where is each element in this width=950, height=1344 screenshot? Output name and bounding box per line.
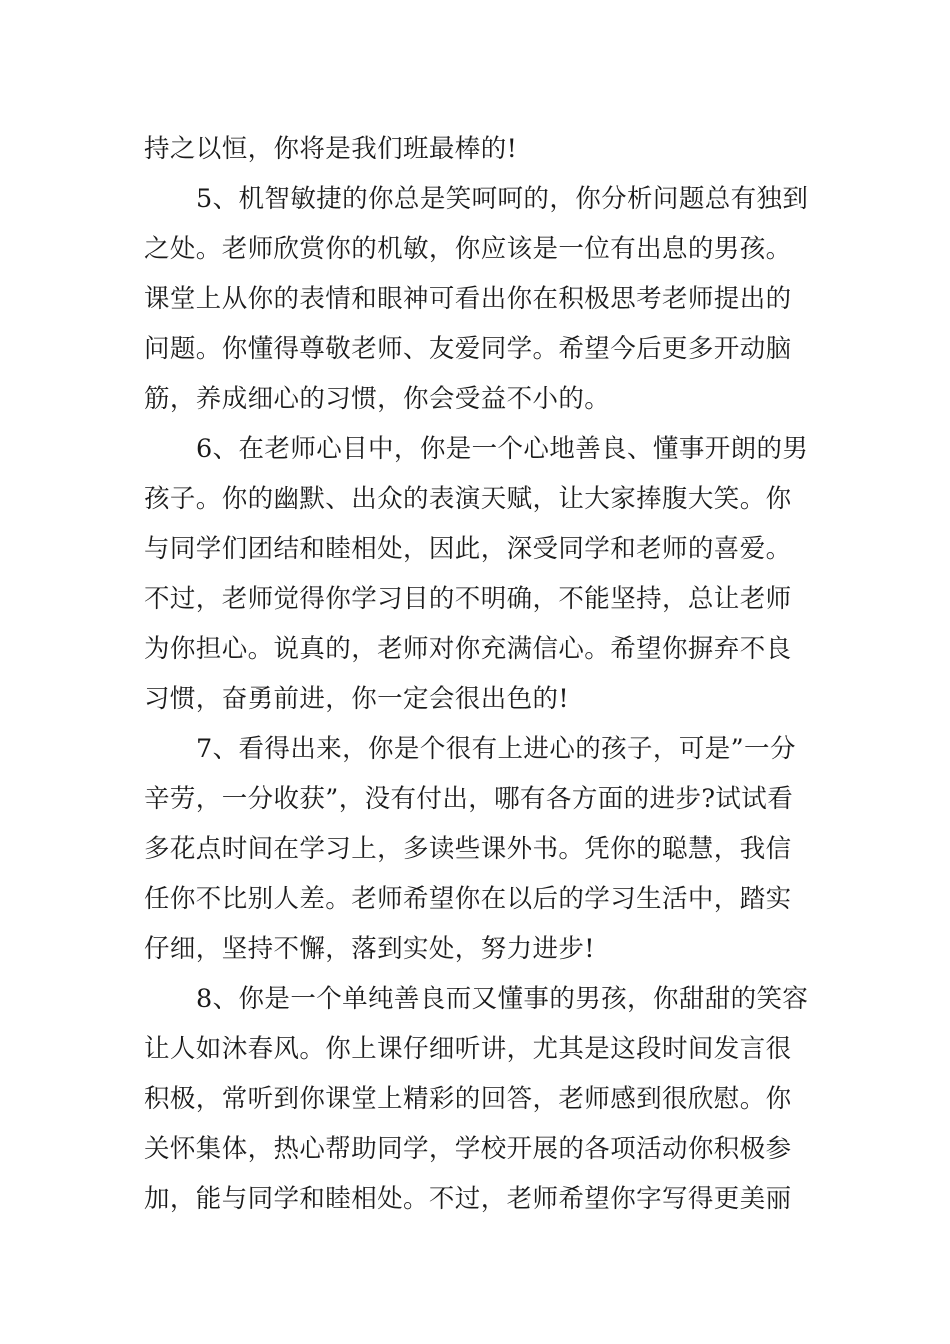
text-line: 关怀集体，热心帮助同学，学校开展的各项活动你积极参 bbox=[144, 1134, 792, 1164]
text-line: 辛劳，一分收获”，没有付出，哪有各方面的进步?试试看 bbox=[144, 784, 794, 814]
text-line: 仔细，坚持不懈，落到实处，努力进步! bbox=[144, 934, 595, 964]
paragraph-8-start: 8、你是一个单纯善良而又懂事的男孩，你甜甜的笑容 bbox=[196, 984, 809, 1014]
text-line: 之处。老师欣赏你的机敏，你应该是一位有出息的男孩。 bbox=[144, 234, 792, 264]
paragraph-5-start: 5、机智敏捷的你总是笑呵呵的，你分析问题总有独到 bbox=[196, 184, 809, 214]
text-line: 持之以恒，你将是我们班最棒的! bbox=[144, 134, 518, 164]
paragraph-6-start: 6、在老师心目中，你是一个心地善良、懂事开朗的男 bbox=[196, 434, 809, 464]
text-line: 课堂上从你的表情和眼神可看出你在积极思考老师提出的 bbox=[144, 284, 792, 314]
text-line: 与同学们团结和睦相处，因此，深受同学和老师的喜爱。 bbox=[144, 534, 792, 564]
text-line: 多花点时间在学习上，多读些课外书。凭你的聪慧，我信 bbox=[144, 834, 792, 864]
text-line: 让人如沐春风。你上课仔细听讲，尤其是这段时间发言很 bbox=[144, 1034, 792, 1064]
text-line: 问题。你懂得尊敬老师、友爱同学。希望今后更多开动脑 bbox=[144, 334, 792, 364]
text-line: 不过，老师觉得你学习目的不明确，不能坚持，总让老师 bbox=[144, 584, 792, 614]
text-line: 为你担心。说真的，老师对你充满信心。希望你摒弃不良 bbox=[144, 634, 792, 664]
text-line: 习惯，奋勇前进，你一定会很出色的! bbox=[144, 684, 570, 714]
paragraph-7-start: 7、看得出来，你是个很有上进心的孩子，可是”一分 bbox=[196, 734, 796, 764]
text-line: 孩子。你的幽默、出众的表演天赋，让大家捧腹大笑。你 bbox=[144, 484, 792, 514]
text-line: 积极，常听到你课堂上精彩的回答，老师感到很欣慰。你 bbox=[144, 1084, 792, 1114]
text-line: 筋，养成细心的习惯，你会受益不小的。 bbox=[144, 384, 611, 414]
text-line: 任你不比别人差。老师希望你在以后的学习生活中，踏实 bbox=[144, 884, 792, 914]
text-line: 加，能与同学和睦相处。不过，老师希望你字写得更美丽 bbox=[144, 1184, 792, 1214]
